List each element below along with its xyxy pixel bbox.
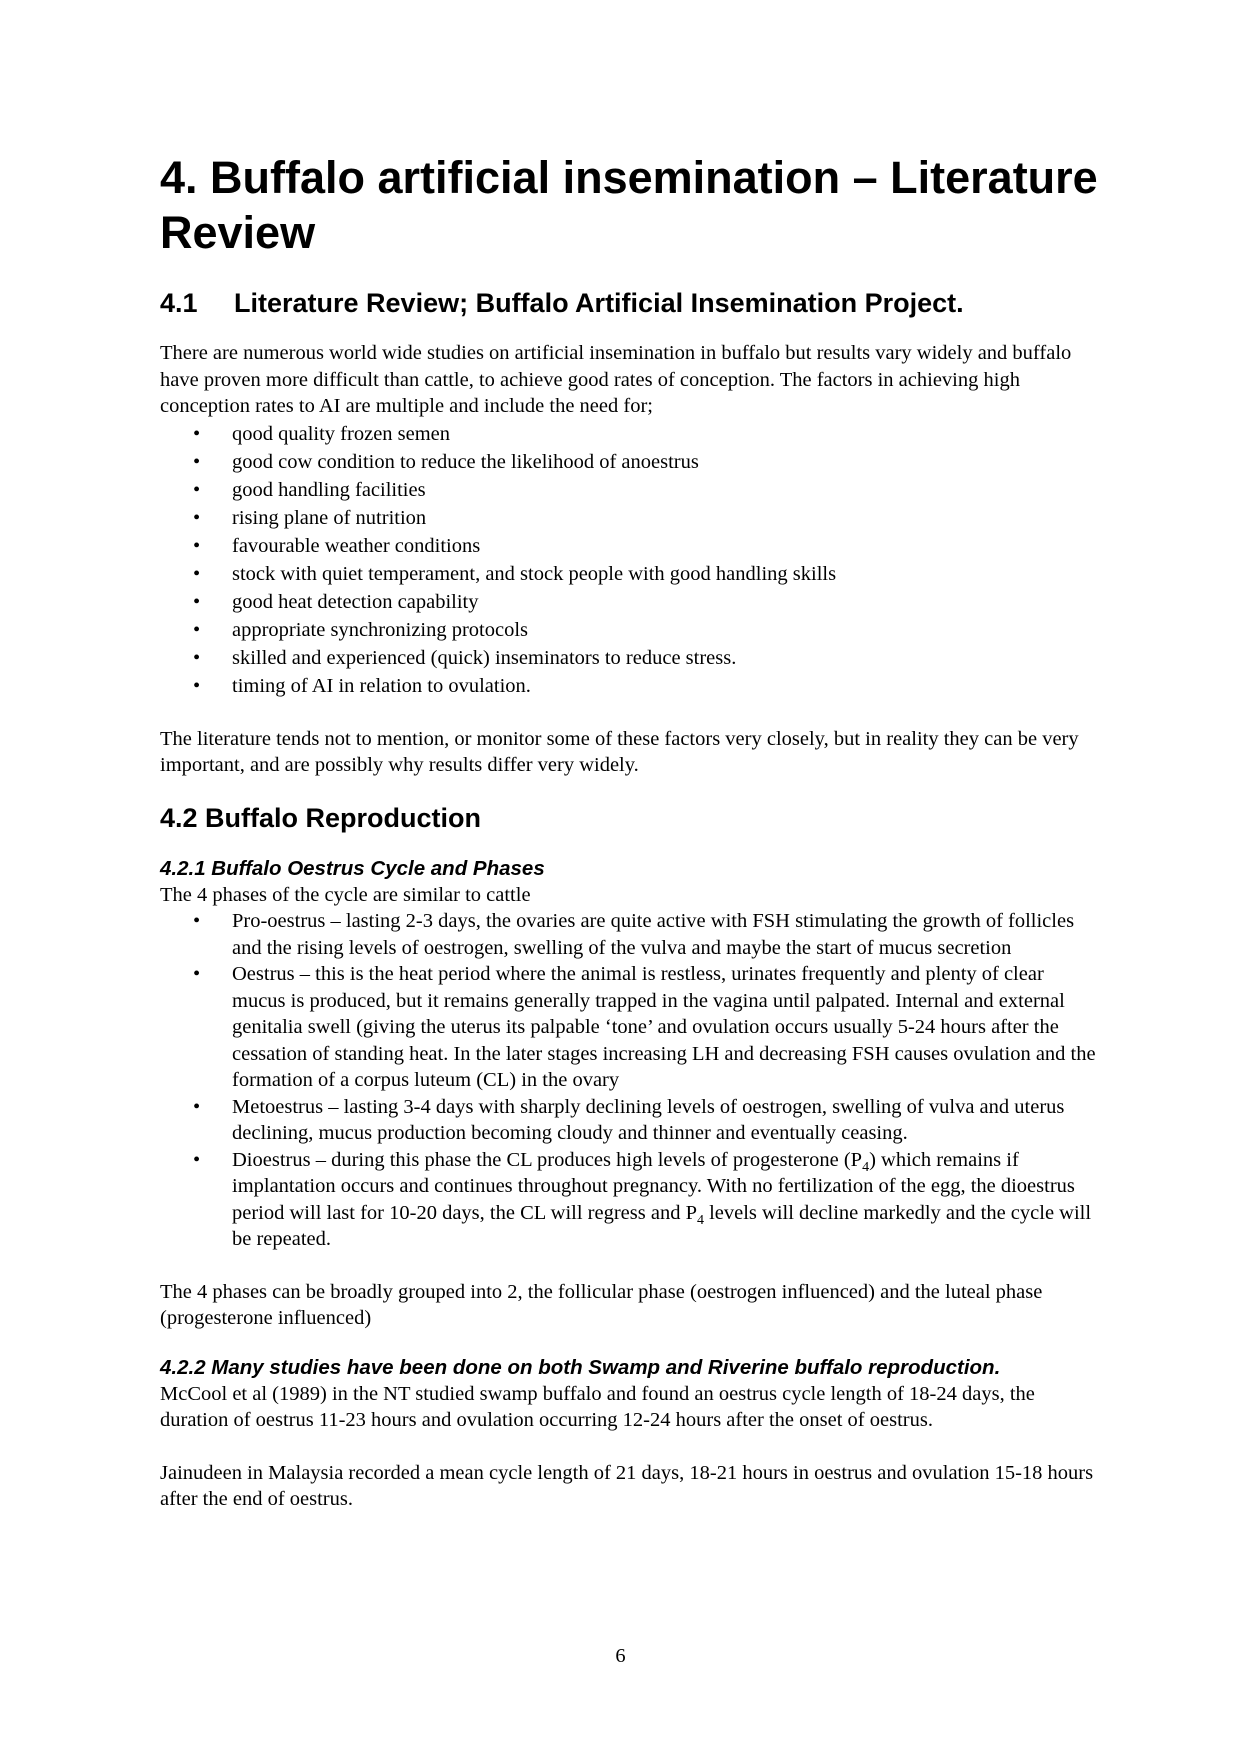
bullet-icon: • [193, 422, 201, 445]
list-item: • Dioestrus – during this phase the CL produces high levels of progesterone $(P_4)$ which remains if implantation occurs and continues throughout pregnancy. With no fertilization of the egg, the dioestrus period will last for 10-20 days, the CL will regress and $P_4$ levels will decline markedly and the cycle will be repeated. [193, 1148, 1092, 1250]
bullet-icon: • [193, 506, 201, 529]
list-item: • rising plane of nutrition [160, 504, 1100, 532]
subsection-4-2-1-heading: 4.2.1 Buffalo Oestrus Cycle and Phases [160, 856, 545, 880]
bullet-icon: • [193, 1095, 201, 1118]
list-item: • Oestrus – this is the heat period where the animal is restless, urinates frequently and plenty of clear mucus is produced, but it remains generally trapped in the vagina until palpated. Internal and external genitalia swell (giving the uterus its palpable ‘tone’ and ovulation occurs usually 5-24 hours after the cessation of standing heat. In the later stages increasing LH and decreasing FSH causes ovulation and the formation of a corpus luteum (CL) in the ovary [193, 963, 1096, 1091]
bullet-icon: • [193, 1148, 201, 1171]
phases-intro: The 4 phases of the cycle are similar to cattle [160, 883, 531, 906]
list-item: • timing of AI in relation to ovulation. [160, 672, 1100, 700]
page-number: 6 [615, 1645, 626, 1667]
bullet-icon: • [193, 478, 201, 501]
section-4-2-heading: 4.2 Buffalo Reproduction [160, 802, 482, 833]
mccool-paragraph: McCool et al (1989) in the NT studied swamp buffalo and found an oestrus cycle length of 18-24 days, the duration of oestrus 11-23 hours and ovulation occurring 12-24 hours after the onset of oestrus. [160, 1382, 1035, 1431]
list-item: • skilled and experienced (quick) inseminators to reduce stress. [160, 644, 1100, 672]
section-title: Literature Review; Buffalo Artificial Insemination Project. [234, 288, 964, 318]
list-item: • appropriate synchronizing protocols [160, 616, 1100, 644]
list-item: • stock with quiet temperament, and stock people with good handling skills [160, 560, 1100, 588]
bullet-icon: • [193, 562, 201, 585]
subsection-4-2-2-heading: 4.2.2 Many studies have been done on both Swamp and Riverine buffalo reproduction. [160, 1355, 1001, 1379]
list-item: • favourable weather conditions [160, 532, 1100, 560]
bullet-icon: • [193, 674, 201, 697]
phases-list [160, 908, 1100, 1253]
list-item: • Pro-oestrus – lasting 2-3 days, the ovaries are quite active with FSH stimulating the growth of follicles and the rising levels of oestrogen, swelling of the vulva and maybe the start of mucus secretion [193, 910, 1075, 959]
bullet-icon: • [193, 963, 201, 985]
section-number: 4.1 [160, 288, 198, 318]
intro-paragraph: There are numerous world wide studies on artificial insemination in buffalo but results vary widely and buffalo have proven more difficult than cattle, to achieve good rates of conception. The factors in achieving high conception rates to AI are multiple and include the need for; [160, 342, 1072, 417]
bullet-icon: • [193, 910, 201, 932]
bullet-icon: • [193, 646, 201, 669]
bullet-icon: • [193, 534, 201, 557]
factors-list [160, 420, 1100, 700]
bullet-icon: • [193, 590, 201, 613]
list-item: • Metoestrus – lasting 3-4 days with sharply declining levels of oestrogen, swelling of vulva and uterus declining, mucus production becoming cloudy and thinner and eventually ceasing. [193, 1095, 1065, 1144]
page-title: 4. Buffalo artificial insemination – Literature Review [160, 152, 1098, 258]
list-item: • good cow condition to reduce the likelihood of anoestrus [160, 448, 1100, 476]
closing-paragraph: The literature tends not to mention, or monitor some of these factors very closely, but in reality they can be very important, and are possibly why results differ very widely. [160, 727, 1079, 776]
bullet-icon: • [193, 450, 201, 473]
document-page [160, 150, 1100, 1513]
jainudeen-paragraph: Jainudeen in Malaysia recorded a mean cycle length of 21 days, 18-21 hours in oestrus and ovulation 15-18 hours after the end of oestrus. [160, 1461, 1094, 1510]
list-item: • good handling facilities [160, 476, 1100, 504]
list-item: • good heat detection capability [160, 588, 1100, 616]
list-item: • qood quality frozen semen [160, 420, 1100, 448]
bullet-icon: • [193, 618, 201, 641]
section-4-1-heading [160, 286, 1100, 320]
phases-closing: The 4 phases can be broadly grouped into 2, the follicular phase (oestrogen influenced) and the luteal phase (progesterone influenced) [160, 1280, 1043, 1329]
